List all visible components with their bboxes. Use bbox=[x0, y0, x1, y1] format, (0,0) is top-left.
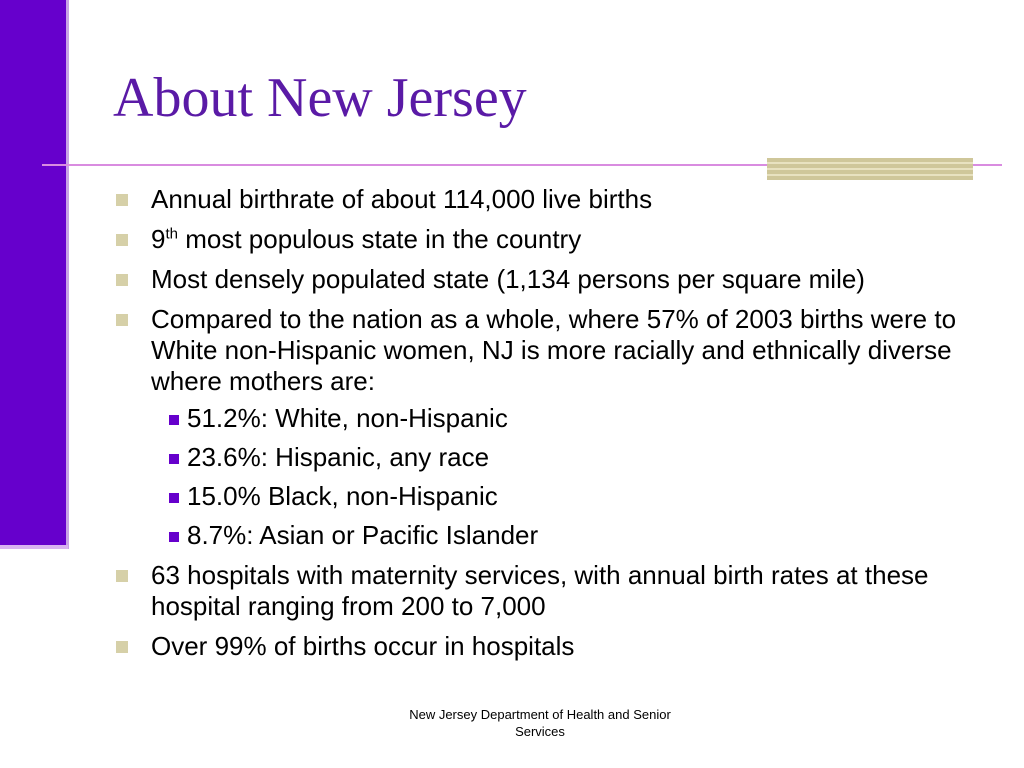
bullet-item bbox=[113, 264, 993, 295]
sub-bullet-item bbox=[151, 520, 993, 551]
decorative-stripe-block bbox=[767, 158, 973, 180]
bullet-text: Most densely populated state (1,134 persons per square mile) bbox=[151, 264, 865, 294]
bullet-item bbox=[113, 304, 993, 551]
square-bullet-icon bbox=[116, 641, 128, 653]
square-bullet-icon bbox=[116, 194, 128, 206]
sub-bullet-text: 8.7%: Asian or Pacific Islander bbox=[187, 520, 539, 550]
purple-square-bullet-icon bbox=[169, 454, 179, 464]
square-bullet-icon bbox=[116, 274, 128, 286]
bullet-list bbox=[113, 184, 993, 671]
bullet-text: Annual birthrate of about 114,000 live births bbox=[151, 184, 653, 214]
square-bullet-icon bbox=[116, 570, 128, 582]
purple-square-bullet-icon bbox=[169, 415, 179, 425]
left-accent-bar-edge bbox=[66, 0, 69, 549]
left-accent-bar bbox=[0, 0, 66, 545]
bullet-item bbox=[113, 560, 993, 622]
sub-bullet-item bbox=[151, 442, 993, 473]
bullet-text: Compared to the nation as a whole, where 57% of 2003 births were to White non-Hispanic women, NJ is more racially and ethnically diverse where mothers are: bbox=[151, 304, 957, 396]
purple-square-bullet-icon bbox=[169, 532, 179, 542]
bullet-text-number: 9 bbox=[151, 224, 166, 254]
sub-bullet-item bbox=[151, 403, 993, 434]
bullet-item bbox=[113, 631, 993, 662]
bullet-text: 63 hospitals with maternity services, with annual birth rates at these hospital ranging from 200 to 7,000 bbox=[151, 560, 929, 621]
slide-footer: New Jersey Department of Health and Senior Services bbox=[409, 707, 671, 739]
bullet-text: most populous state in the country bbox=[177, 224, 582, 254]
bullet-item bbox=[113, 224, 993, 255]
square-bullet-icon bbox=[116, 234, 128, 246]
bullet-item bbox=[113, 184, 993, 215]
slide-title: About New Jersey bbox=[113, 67, 527, 129]
sub-bullet-list bbox=[151, 403, 993, 551]
ordinal-suffix: th bbox=[165, 225, 178, 243]
square-bullet-icon bbox=[116, 314, 128, 326]
purple-square-bullet-icon bbox=[169, 493, 179, 503]
sub-bullet-text: 51.2%: White, non-Hispanic bbox=[187, 403, 508, 433]
sub-bullet-text: 23.6%: Hispanic, any race bbox=[187, 442, 490, 472]
left-accent-bar-bottom bbox=[0, 545, 68, 549]
sub-bullet-item bbox=[151, 481, 993, 512]
bullet-text: Over 99% of births occur in hospitals bbox=[151, 631, 575, 661]
sub-bullet-text: 15.0% Black, non-Hispanic bbox=[187, 481, 498, 511]
